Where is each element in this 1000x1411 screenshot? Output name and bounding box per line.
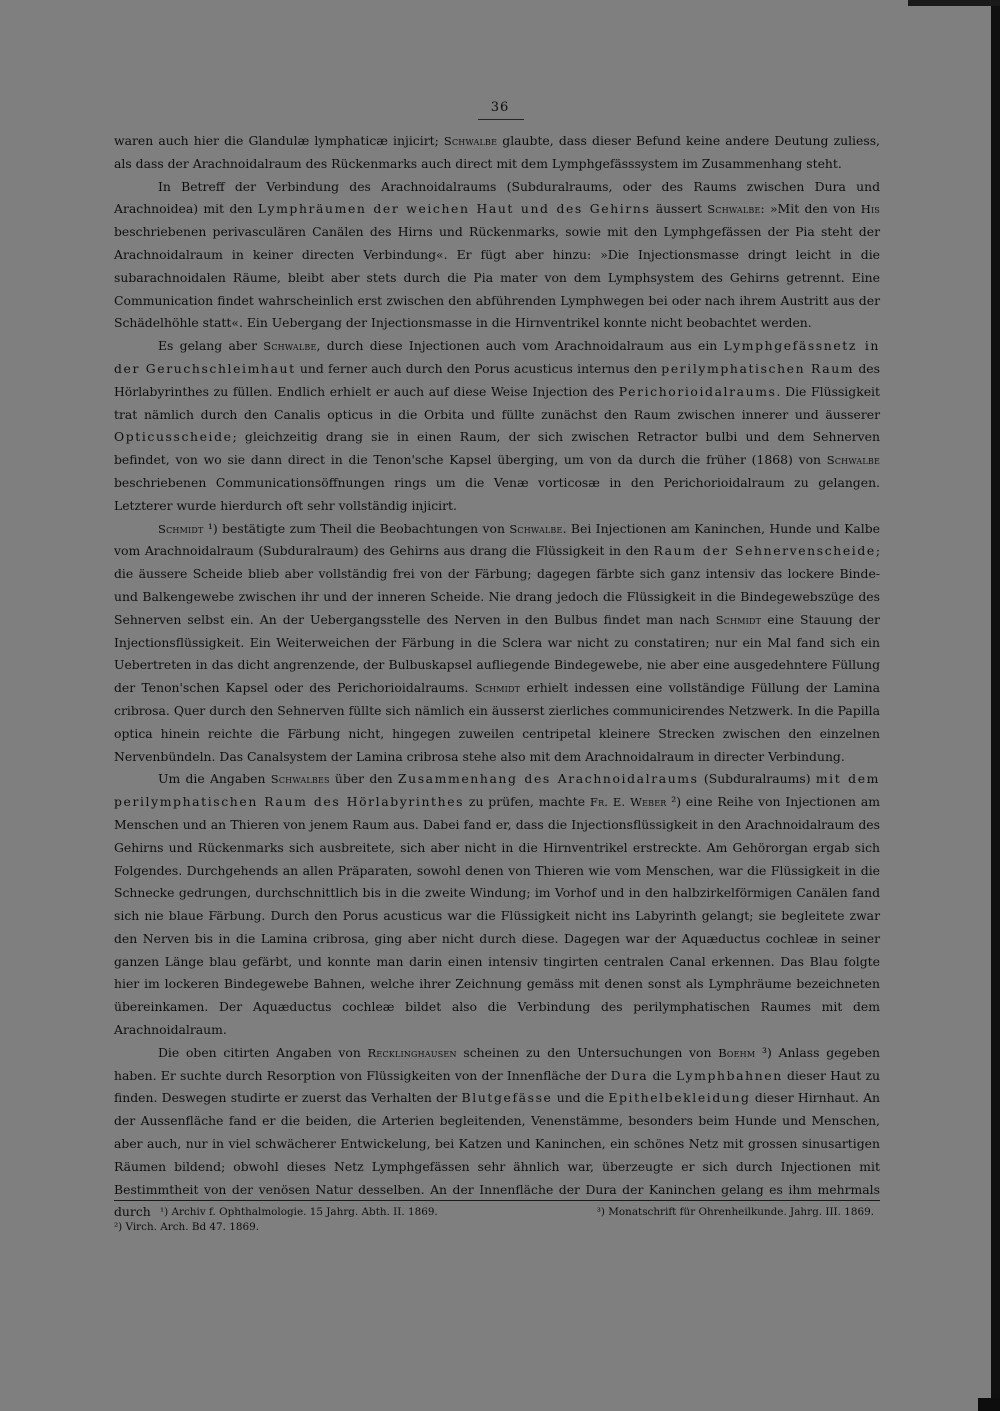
author-name: Schwalbe	[826, 453, 880, 468]
spaced-emphasis: Dura	[610, 1067, 649, 1083]
text-run: beschriebenen Communicationsöffnungen rings um die Venæ vorticosæ in den Perichorioidalraum zu gelangen. Letzterer wurde hierdurch oft sehr vollständig injicirt.	[114, 474, 880, 513]
page-number: 36	[490, 100, 510, 115]
text-run: . Bei Injectionen am Kaninchen, Hunde und Kalbe vom Arachnoidalraum (Subduralraum) des Gehirns aus drang die Flüssigkeit in den	[114, 520, 880, 559]
text-run: waren auch hier die Glandulæ lymphaticæ injicirt;	[114, 133, 444, 148]
footnote-3: ³) Monatschrift für Ohrenheilkunde. Jahrg. III. 1869.	[596, 1206, 874, 1218]
text-run: äussert	[650, 201, 708, 217]
author-name: Fr. E. Weber	[589, 795, 667, 810]
author-name: Schwalbes	[270, 772, 330, 787]
author-name: Recklinghausen	[367, 1045, 457, 1060]
paragraph	[114, 518, 880, 769]
scan-corner	[978, 1398, 1000, 1411]
paragraph	[114, 335, 880, 517]
text-run: In Betreff der Verbindung des Arachnoidalraums (Subduralraums, oder des Raums zwischen Dura und Arachnoidea) mit den	[114, 178, 880, 217]
spaced-emphasis: Perichorioidalraums	[618, 383, 777, 399]
text-run: . Die Flüssigkeit trat nämlich durch den Canalis opticus in die Orbita und füllte zunächst den Raum zwischen innerer und äusserer	[114, 383, 880, 422]
spaced-emphasis: Zusammenhang des Arachnoidalraums	[397, 771, 699, 787]
author-name: Schwalbe	[509, 521, 563, 536]
footnote-1: ¹) Archiv f. Ophthalmologie. 15 Jahrg. Abth. II. 1869.	[160, 1206, 438, 1218]
author-name: Schwalbe	[443, 134, 498, 148]
text-run: zu prüfen, machte	[464, 794, 590, 810]
text-run: : »Mit den von	[760, 201, 861, 217]
body-text	[114, 130, 880, 1224]
author-name: Boehm	[718, 1045, 756, 1060]
spaced-emphasis: Lymphgefässnetz in der Geruchschleimhaut	[114, 338, 880, 376]
text-run: (Subduralraums)	[698, 771, 816, 787]
page-number-rule	[478, 119, 524, 120]
scan-edge-top	[908, 0, 1000, 6]
text-run: des Hörlabyrinthes zu füllen. Endlich erhielt er auch auf diese Weise Injection des	[114, 360, 880, 399]
spaced-emphasis: Epithelbekleidung	[608, 1090, 751, 1106]
text-run: ; die äussere Scheide blieb aber vollständig frei von der Färbung; dagegen färbte sich ganz intensiv das lockere Binde- und Balkengewebe zwischen ihr und der inneren Scheide. Nie drang jedoch die Flüssigkeit in die Bindegewebszüge des Sehnerven selbst ein. An der Uebergangsstelle des Nerven in den Bulbus findet man nach	[114, 543, 880, 627]
author-name: Schmidt	[158, 521, 204, 536]
spaced-emphasis: mit dem perilymphatischen Raum des Hörlabyrinthes	[114, 771, 880, 810]
text-run: ¹) bestätigte zum Theil die Beobachtungen von	[203, 520, 510, 536]
footnote-2: ²) Virch. Arch. Bd 47. 1869.	[114, 1221, 260, 1233]
paragraph	[114, 768, 880, 1042]
spaced-emphasis: Blutgefässe	[461, 1090, 553, 1106]
text-run: dieser Hirnhaut. An der Aussenfläche fand er die beiden, die Arterien begleitenden, Venenstämme, besonders beim Hunde und Menschen, aber auch, nur in viel schwächerer Entwickelung, bei Katzen und Kaninchen, ein schönes Netz mit grossen sinusartigen Räumen bildend; obwohl dieses Netz Lymphgefässen sehr ähnlich war, überzeugte er sich durch Injectionen mit Bestimmtheit von der venösen Natur desselben. An der Innenfläche der Dura der Kaninchen gelang es ihm mehrmals durch	[114, 1090, 881, 1220]
author-name: Schwalbe	[707, 202, 761, 217]
text-run: und die	[552, 1090, 609, 1106]
text-run: beschriebenen perivasculären Canälen des Hirns und Rückenmarks, sowie mit den Lymphgefässen der Pia steht der Arachnoidalraum in keiner directen Verbindung«. Er fügt aber hinzu: »Die Injectionsmasse dringt leicht in die subarachnoidalen Räume, bleibt aber stets durch die Pia mater von dem Lymphsystem des Gehirns getrennt. Eine Communication findet wahrscheinlich erst zwischen den abführenden Lymphwegen bei oder nach ihrem Austritt aus der Schädelhöhle statt«. Ein Uebergang der Injectionsmasse in die Hirnventrikel konnte nicht beobachtet werden.	[114, 224, 880, 331]
text-run: die	[648, 1067, 676, 1083]
spaced-emphasis: Lymphbahnen	[675, 1067, 783, 1083]
spaced-emphasis: Lymphräumen der weichen Haut und des Gehirns	[257, 201, 651, 217]
text-run: und ferner auch durch den Porus acusticus internus den	[295, 360, 662, 376]
text-run: ; gleichzeitig drang sie in einen Raum, der sich zwischen Retractor bulbi und dem Sehnerven befindet, von wo sie dann direct in die Tenon'sche Kapsel überging, um von da durch die früher (1868) von	[114, 429, 880, 468]
text-run: , durch diese Injectionen auch vom Arachnoidalraum aus ein	[316, 338, 724, 354]
text-run: eine Stauung der Injectionsflüssigkeit. Ein Weiterweichen der Färbung in die Sclera war nicht zu constatiren; nur ein Mal fand sich ein Uebertreten in das dicht angrenzende, der Bulbuskapsel aufliegende Bindegewebe, nie aber eine ausgedehntere Füllung der Tenon'schen Kapsel oder des Perichorioidalraums.	[114, 611, 880, 696]
paragraph	[114, 1042, 880, 1224]
spaced-emphasis: Raum der Sehnervenscheide	[653, 543, 876, 559]
text-run: erhielt indessen eine vollständige Füllung der Lamina cribrosa. Quer durch den Sehnerven füllte sich nämlich ein äusserst zierliches communicirendes Netzwerk. In die Papilla optica hinein reichte die Färbung nicht, hingegen zuweilen centripetal kleinere Strecken zwischen den einzelnen Nervenbündeln. Das Canalsystem der Lamina cribrosa stehe also mit dem Arachnoidalraum in directer Verbindung.	[114, 680, 880, 764]
text-run: über den	[329, 771, 398, 787]
author-name: His	[860, 202, 880, 217]
author-name: Schmidt	[715, 612, 762, 627]
paragraph	[114, 176, 880, 336]
paragraph	[114, 130, 880, 176]
text-run: Die oben citirten Angaben von	[158, 1044, 368, 1060]
author-name: Schwalbe	[263, 339, 317, 354]
text-run: ²) eine Reihe von Injectionen am Menschen und an Thieren von jenem Raum aus. Dabei fand er, dass die Injectionsflüssigkeit in den Arachnoidalraum des Gehirns und Rückenmarks sich ausbreitete, sich aber nicht in die Hirnventrikel erstreckte. Am Gehörorgan ergab sich Folgendes. Durchgehends an allen Präparaten, sowohl denen von Thieren wie vom Menschen, war die Flüssigkeit in die Schnecke gedrungen, durchschnittlich bis in die zweite Windung; im Vorhof und in den halbzirkelförmigen Canälen fand sich nie blaue Färbung. Durch den Porus acusticus war die Flüssigkeit nicht ins Labyrinth gelangt; sie begleitete zwar den Nerven bis in die Lamina cribrosa, ging aber nicht durch diese. Dagegen war der Aquæductus cochleæ in seiner ganzen Länge blau gefärbt, und konnte man darin einen intensiv tingirten centralen Canal erkennen. Das Blau folgte hier im lockeren Bindegewebe Bahnen, welche ihrer Zeichnung gemäss mit denen sonst als Lymphräume bezeichneten übereinkamen. Der Aquæductus cochleæ bildet also die Verbindung des perilymphatischen Raumes mit dem Arachnoidalraum.	[114, 794, 880, 1038]
spaced-emphasis: Opticusscheide	[114, 429, 233, 445]
scan-edge-shadow	[991, 0, 1000, 1411]
footnote-rule	[114, 1200, 880, 1201]
spaced-emphasis: perilymphatischen Raum	[661, 360, 855, 376]
text-run: dieser Haut zu finden. Deswegen studirte er zuerst das Verhalten der	[114, 1067, 880, 1106]
text-run: Um die Angaben	[158, 771, 271, 787]
text-run: Es gelang aber	[158, 338, 264, 354]
text-run: ³) Anlass gegeben haben. Er suchte durch Resorption von Flüssigkeiten von der Innenfläche der	[114, 1044, 881, 1083]
author-name: Schmidt	[474, 681, 521, 696]
text-run: glaubte, dass dieser Befund keine andere Deutung zuliess, als dass der Arachnoidalraum des Rückenmarks auch direct mit dem Lymphgefässsystem im Zusammenhang steht.	[114, 133, 880, 171]
footnotes	[114, 1205, 880, 1235]
text-run: scheinen zu den Untersuchungen von	[456, 1044, 719, 1060]
